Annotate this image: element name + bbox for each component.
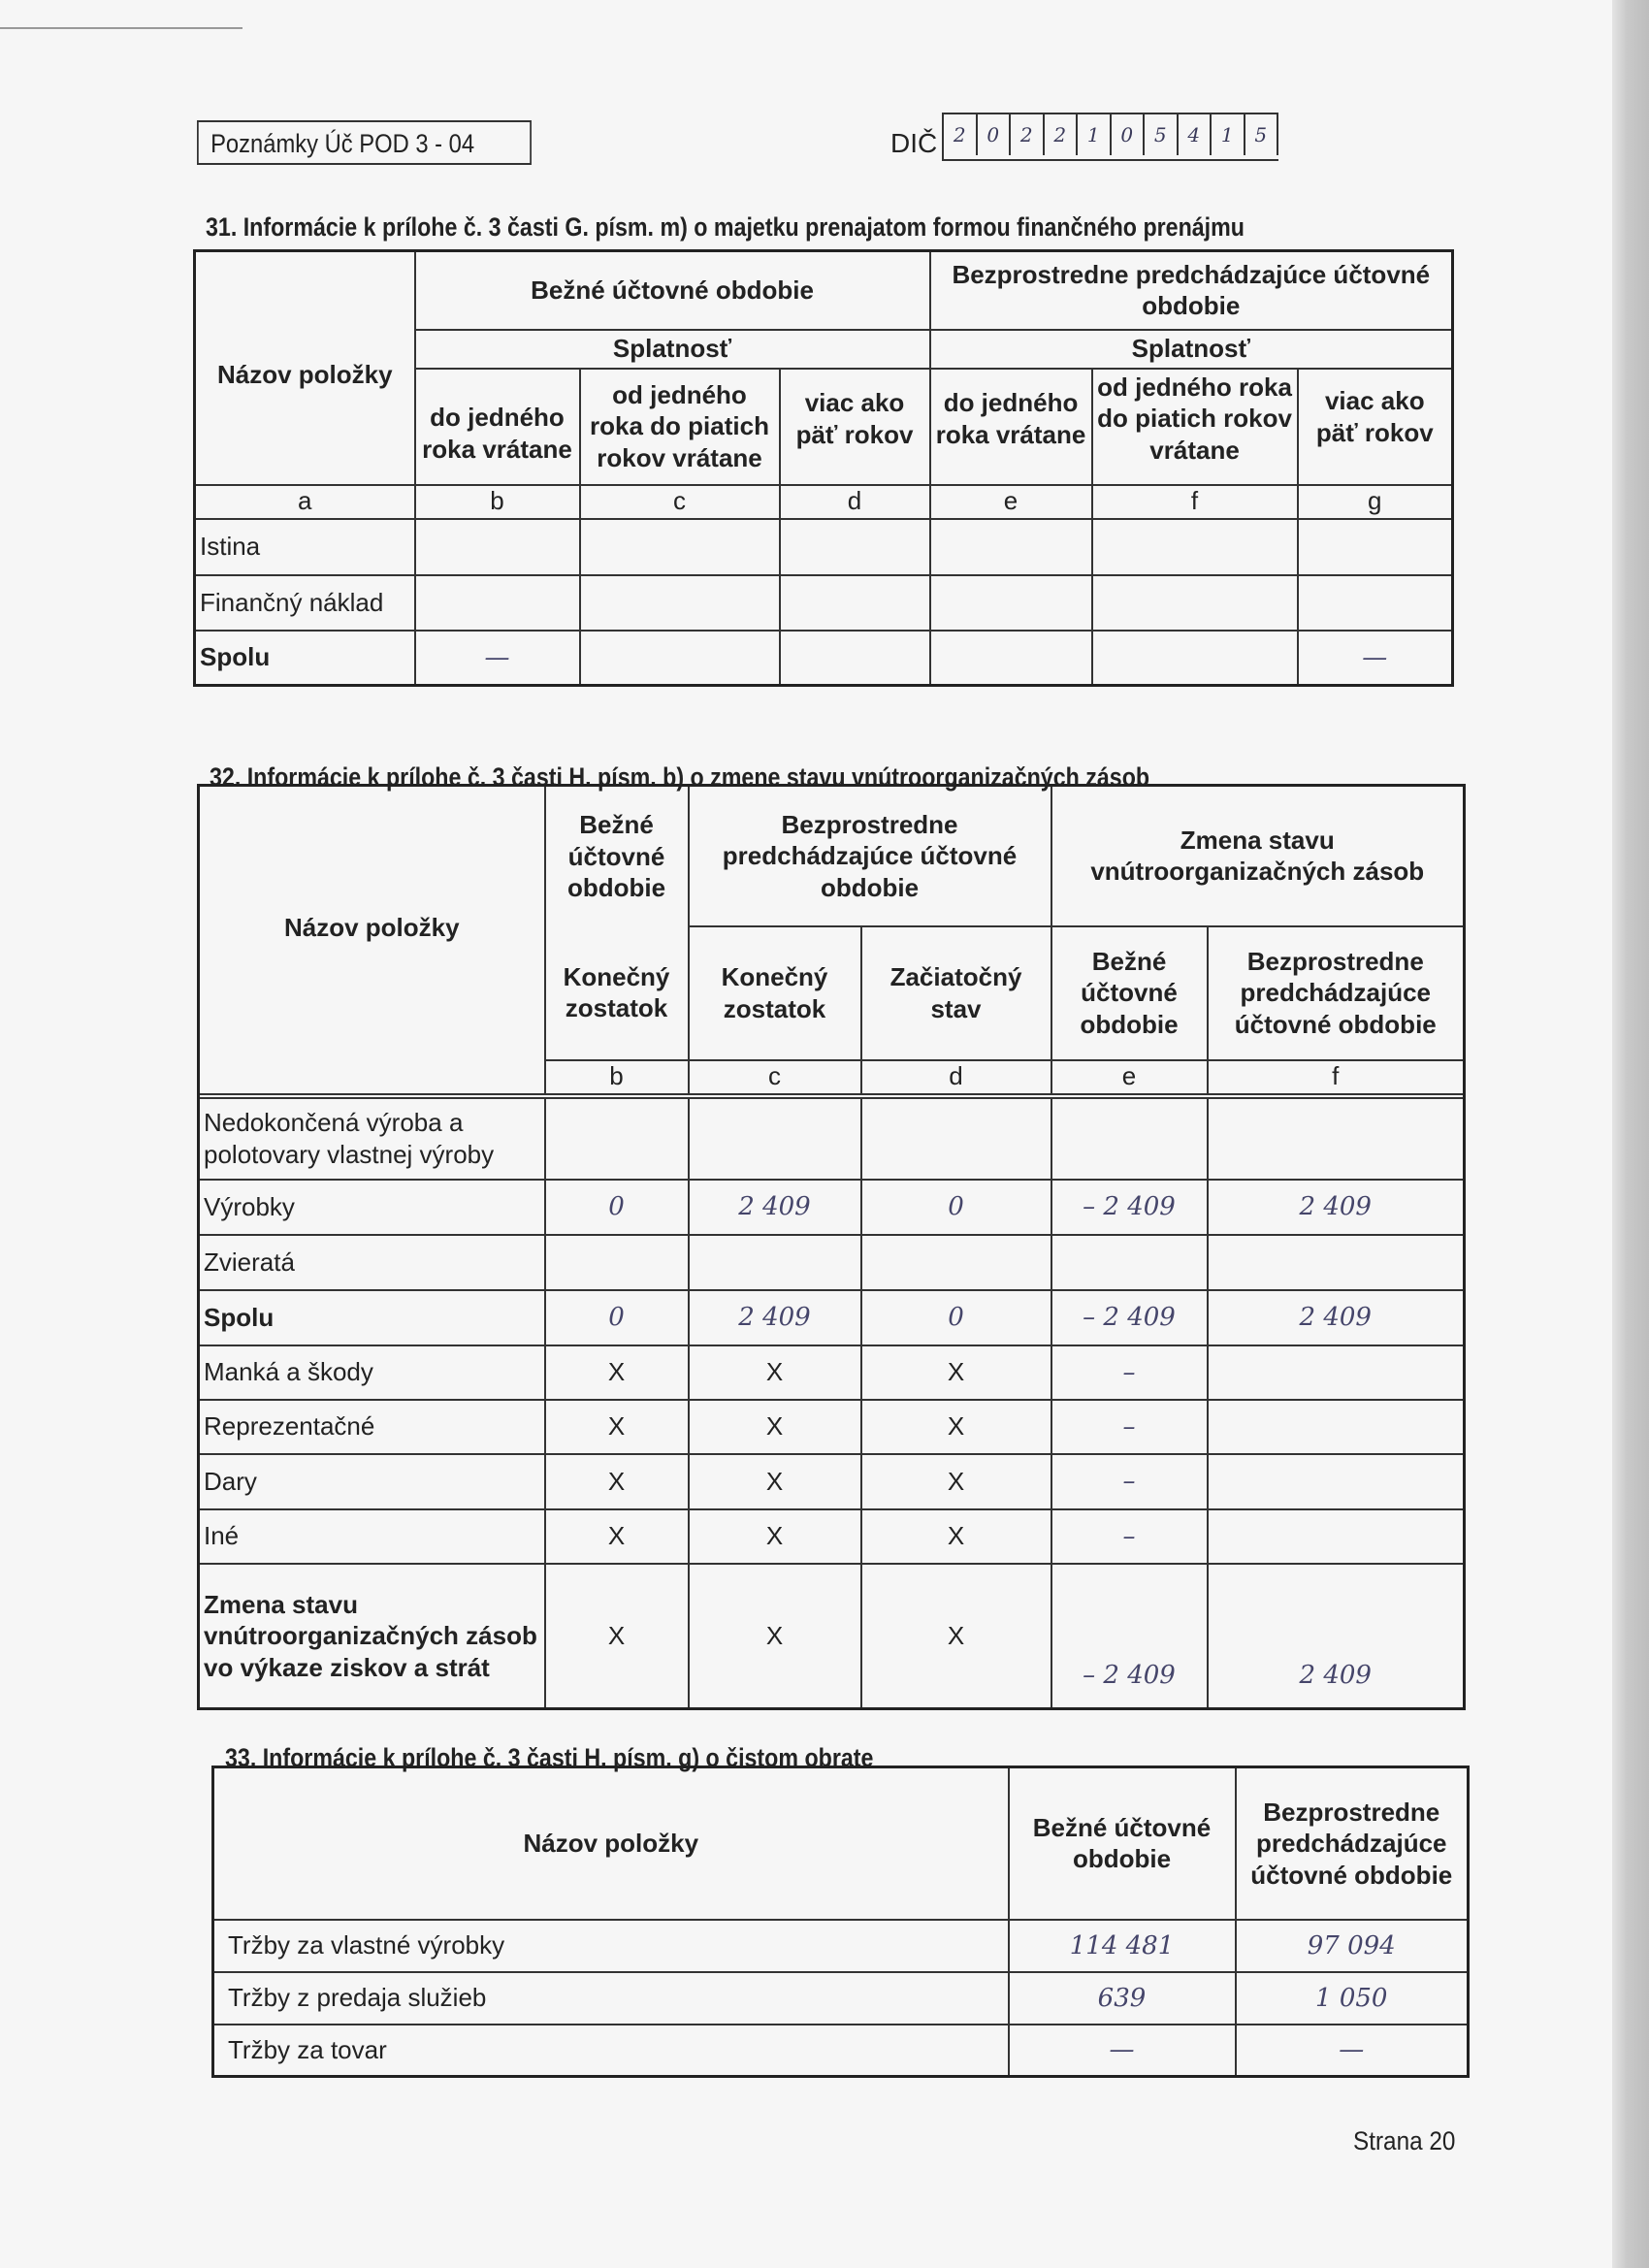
col-e-header: Bežné účtovné obdobie — [1051, 926, 1208, 1060]
col-letter: c — [580, 485, 780, 519]
maturity-header-previous: Splatnosť — [930, 330, 1453, 369]
cell-c — [689, 1235, 861, 1290]
cell-e: – — [1051, 1454, 1208, 1509]
table-row — [199, 1180, 1465, 1235]
col-letter: e — [930, 485, 1092, 519]
row-label: Nedokončená výroba a polotovary vlastnej výroby — [199, 1098, 545, 1180]
row-label: Spolu — [199, 1290, 545, 1345]
cell-d: X — [861, 1454, 1051, 1509]
row-label: Zvieratá — [199, 1235, 545, 1290]
cell-b: X — [545, 1564, 689, 1709]
page-number: Strana 20 — [1353, 2126, 1456, 2155]
cell-d: X — [861, 1345, 1051, 1400]
table-row — [199, 1400, 1465, 1454]
cell-b — [415, 575, 580, 631]
cell-b: X — [545, 1400, 689, 1454]
table-row — [195, 575, 1453, 631]
col-letter: g — [1298, 485, 1453, 519]
current-period-header: Bežné účtovné obdobie — [545, 786, 689, 926]
col-name-header: Názov položky — [195, 251, 415, 485]
table-row — [199, 1235, 1465, 1290]
cell-f — [1208, 1454, 1465, 1509]
dic-digit: 1 — [1078, 114, 1112, 155]
previous-period-header: Bezprostredne predchádzajúce účtovné obdobie — [1236, 1767, 1469, 1920]
section-31-title: 31. Informácie k prílohe č. 3 časti G. písm. m) o majetku prenajatom formou finančného prenájmu — [206, 212, 1245, 242]
row-label: Finančný náklad — [195, 575, 415, 631]
cell-current: 639 — [1009, 1972, 1236, 2025]
table-row — [213, 1920, 1469, 1972]
col-name-header: Názov položky — [199, 786, 545, 1094]
cell-e: – 2 409 — [1051, 1564, 1208, 1709]
cell-b — [415, 519, 580, 575]
col-d-header: viac ako päť rokov — [780, 369, 930, 485]
dic-digit: 2 — [1045, 114, 1079, 155]
cell-b: X — [545, 1509, 689, 1564]
section-33-table — [211, 1766, 1470, 2078]
dic-digit: 2 — [944, 114, 978, 155]
cell-previous: 97 094 — [1236, 1920, 1469, 1972]
cell-c: 2 409 — [689, 1180, 861, 1235]
table-row — [195, 631, 1453, 686]
row-label: Tržby za vlastné výrobky — [213, 1920, 1009, 1972]
row-label: Iné — [199, 1509, 545, 1564]
table-row — [199, 1509, 1465, 1564]
cell-e: – 2 409 — [1051, 1180, 1208, 1235]
cell-f: 2 409 — [1208, 1180, 1465, 1235]
row-label: Manká a škody — [199, 1345, 545, 1400]
cell-b: X — [545, 1454, 689, 1509]
dic-digit: 0 — [1112, 114, 1146, 155]
table-row — [213, 2025, 1469, 2077]
cell-b: 0 — [545, 1290, 689, 1345]
cell-c: X — [689, 1400, 861, 1454]
change-header: Zmena stavu vnútroorganizačných zásob — [1051, 786, 1465, 926]
cell-f: 2 409 — [1208, 1564, 1465, 1709]
cell-previous: — — [1236, 2025, 1469, 2077]
row-label: Tržby za tovar — [213, 2025, 1009, 2077]
section-32-title: 32. Informácie k prílohe č. 3 časti H. písm. b) o zmene stavu vnútroorganizačných zásob — [210, 762, 1150, 792]
cell-e — [1051, 1098, 1208, 1180]
cell-d: 0 — [861, 1180, 1051, 1235]
col-b-header: Konečný zostatok — [545, 926, 689, 1060]
row-label: Reprezentačné — [199, 1400, 545, 1454]
cell-g — [1298, 575, 1453, 631]
col-letter: f — [1092, 485, 1298, 519]
table-row — [199, 1098, 1465, 1180]
col-f-header: Bezprostredne predchádzajúce účtovné obdobie — [1208, 926, 1465, 1060]
form-label: Poznámky Úč POD 3 - 04 — [210, 129, 475, 158]
col-c-header: od jedného roka do piatich rokov vrátane — [580, 369, 780, 485]
row-label: Istina — [195, 519, 415, 575]
cell-b: — — [415, 631, 580, 686]
current-period-header: Bežné účtovné obdobie — [415, 251, 930, 330]
cell-e: – — [1051, 1400, 1208, 1454]
cell-f — [1208, 1509, 1465, 1564]
dic-digit: 4 — [1179, 114, 1212, 155]
cell-e: – — [1051, 1345, 1208, 1400]
dic-label: DIČ — [890, 128, 938, 158]
cell-f — [1208, 1098, 1465, 1180]
col-letter: c — [689, 1060, 861, 1094]
cell-d: X — [861, 1509, 1051, 1564]
cell-d — [861, 1235, 1051, 1290]
scan-page-edge — [1612, 0, 1649, 2268]
row-label: Tržby z predaja služieb — [213, 1972, 1009, 2025]
scan-top-line — [0, 27, 242, 29]
row-label: Výrobky — [199, 1180, 545, 1235]
table-row — [199, 1564, 1465, 1709]
col-letter: f — [1208, 1060, 1465, 1094]
cell-c: X — [689, 1564, 861, 1709]
col-f-header: od jedného roka do piatich rokov vrátane — [1092, 369, 1298, 485]
col-letter: a — [195, 485, 415, 519]
current-period-header: Bežné účtovné obdobie — [1009, 1767, 1236, 1920]
section-31-table — [193, 249, 1454, 687]
cell-c: 2 409 — [689, 1290, 861, 1345]
dic-digit: 5 — [1245, 114, 1279, 155]
cell-b — [545, 1235, 689, 1290]
section-33-title: 33. Informácie k prílohe č. 3 časti H. písm. g) o čistom obrate — [225, 1743, 874, 1772]
previous-period-header: Bezprostredne predchádzajúce účtovné obdobie — [689, 786, 1051, 926]
col-letter: b — [545, 1060, 689, 1094]
dic-digit: 1 — [1212, 114, 1245, 155]
cell-e — [1051, 1235, 1208, 1290]
cell-e: – 2 409 — [1051, 1290, 1208, 1345]
section-32-table — [197, 784, 1466, 1710]
row-label: Spolu — [195, 631, 415, 686]
col-letter: d — [861, 1060, 1051, 1094]
cell-d: 0 — [861, 1290, 1051, 1345]
col-e-header: do jedného roka vrátane — [930, 369, 1092, 485]
cell-f — [1208, 1400, 1465, 1454]
col-letter: e — [1051, 1060, 1208, 1094]
dic-digit: 0 — [978, 114, 1012, 155]
cell-c: X — [689, 1509, 861, 1564]
col-b-header: do jedného roka vrátane — [415, 369, 580, 485]
col-letter: d — [780, 485, 930, 519]
maturity-header-current: Splatnosť — [415, 330, 930, 369]
cell-d: X — [861, 1564, 1051, 1709]
col-g-header: viac ako päť rokov — [1298, 369, 1453, 485]
cell-f: 2 409 — [1208, 1290, 1465, 1345]
dic-digit: 2 — [1011, 114, 1045, 155]
cell-c: X — [689, 1454, 861, 1509]
dic-digit: 5 — [1145, 114, 1179, 155]
cell-current: — — [1009, 2025, 1236, 2077]
cell-d: X — [861, 1400, 1051, 1454]
row-label: Zmena stavu vnútroorganizačných zásob vo výkaze ziskov a strát — [199, 1564, 545, 1709]
table-row — [213, 1972, 1469, 2025]
cell-current: 114 481 — [1009, 1920, 1236, 1972]
cell-d — [861, 1098, 1051, 1180]
form-label-box — [197, 120, 532, 165]
cell-g: — — [1298, 631, 1453, 686]
cell-c: X — [689, 1345, 861, 1400]
previous-period-header: Bezprostredne predchádzajúce účtovné obdobie — [930, 251, 1453, 330]
table-row — [199, 1290, 1465, 1345]
cell-f — [1208, 1345, 1465, 1400]
cell-b: X — [545, 1345, 689, 1400]
dic-digit-boxes — [942, 113, 1278, 161]
col-c-header: Konečný zostatok — [689, 926, 861, 1060]
table-row — [199, 1454, 1465, 1509]
table-row — [199, 1345, 1465, 1400]
cell-previous: 1 050 — [1236, 1972, 1469, 2025]
table-row — [195, 519, 1453, 575]
cell-c — [689, 1098, 861, 1180]
cell-g — [1298, 519, 1453, 575]
cell-b: 0 — [545, 1180, 689, 1235]
cell-b — [545, 1098, 689, 1180]
col-name-header: Názov položky — [213, 1767, 1009, 1920]
row-label: Dary — [199, 1454, 545, 1509]
cell-e: – — [1051, 1509, 1208, 1564]
cell-f — [1208, 1235, 1465, 1290]
col-d-header: Začiatočný stav — [861, 926, 1051, 1060]
col-letter: b — [415, 485, 580, 519]
